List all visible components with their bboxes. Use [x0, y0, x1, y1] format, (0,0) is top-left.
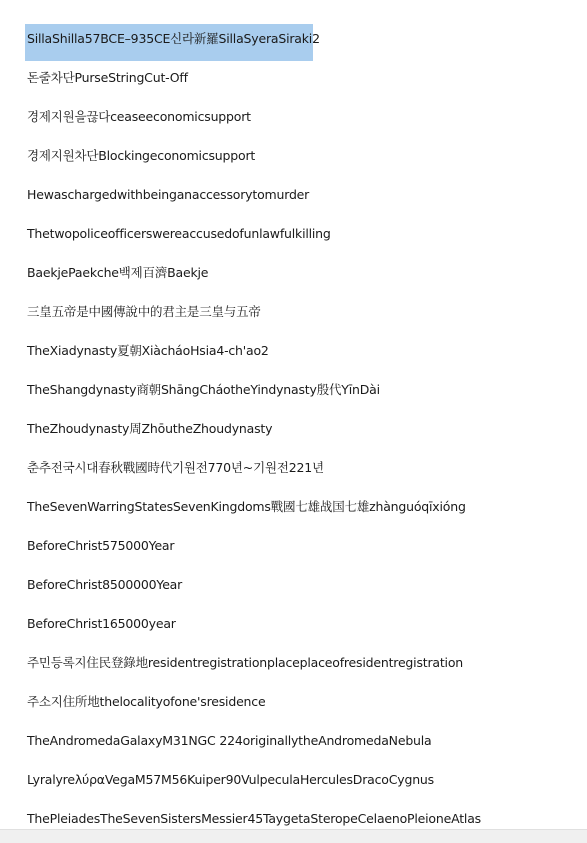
text-line-selected[interactable]	[0, 24, 587, 63]
text-line-content[interactable]: TheSevenWarringStatesSevenKingdoms戰國七雄战国七雄zhànguóqīxióng	[27, 499, 466, 514]
text-line-content[interactable]: 주민등록지住民登錄地residentregistrationplaceplaceofresidentregistration	[27, 655, 464, 670]
text-line[interactable]	[0, 648, 587, 687]
text-line-content[interactable]: SillaShilla57BCE–935CE신라新羅SillaSyeraSiraki2	[27, 24, 313, 61]
text-line-content[interactable]: ThePleiadesTheSevenSistersMessier45TaygetaSteropeCelaenoPleioneAtlas	[27, 811, 481, 826]
text-line[interactable]	[0, 726, 587, 765]
text-line-content[interactable]: BeforeChrist575000Year	[27, 538, 175, 553]
text-line[interactable]	[0, 375, 587, 414]
text-line-content[interactable]: 돈줄차단PurseStringCut-Off	[27, 70, 188, 85]
text-line-content[interactable]: BeforeChrist165000year	[27, 616, 176, 631]
text-line[interactable]	[0, 531, 587, 570]
text-line-content[interactable]: Hewaschargedwithbeinganaccessorytomurder	[27, 187, 310, 202]
text-line[interactable]	[0, 609, 587, 648]
text-line[interactable]	[0, 297, 587, 336]
text-line-content[interactable]: TheAndromedaGalaxyM31NGC 224originallytheAndromedaNebula	[27, 733, 432, 748]
text-line[interactable]	[0, 765, 587, 804]
text-line[interactable]	[0, 258, 587, 297]
text-line[interactable]	[0, 102, 587, 141]
text-line-content[interactable]: TheZhoudynasty周ZhōutheZhoudynasty	[27, 421, 273, 436]
text-line-content[interactable]: 춘추전국시대春秋戰國時代기원전770년~기원전221년	[27, 460, 324, 475]
text-line-content[interactable]: TheShangdynasty商朝ShāngCháotheYindynasty殷代YīnDài	[27, 382, 380, 397]
text-line-content[interactable]: BaekjePaekche백제百濟Baekje	[27, 265, 209, 280]
text-line-content[interactable]: TheXiadynasty夏朝XiàcháoHsia4-ch'ao2	[27, 343, 269, 358]
text-line[interactable]	[0, 492, 587, 531]
text-line-content[interactable]: 경제지원차단Blockingeconomicsupport	[27, 148, 256, 163]
text-line-content[interactable]: 주소지住所地thelocalityofone'sresidence	[27, 694, 266, 709]
text-line[interactable]	[0, 219, 587, 258]
text-line[interactable]	[0, 414, 587, 453]
text-line[interactable]	[0, 336, 587, 375]
text-line[interactable]	[0, 141, 587, 180]
text-line-content[interactable]: LyralyreλύραVegaM57M56Kuiper90VulpeculaHerculesDracoCygnus	[27, 772, 434, 787]
text-lines-list	[0, 24, 587, 843]
horizontal-scrollbar[interactable]	[0, 829, 587, 843]
text-line[interactable]	[0, 687, 587, 726]
text-line[interactable]	[0, 63, 587, 102]
text-line-content[interactable]: 三皇五帝是中國傳說中的君主是三皇与五帝	[27, 304, 261, 319]
text-line-content[interactable]: Thetwopoliceofficerswereaccusedofunlawfulkilling	[27, 226, 331, 241]
text-line[interactable]	[0, 180, 587, 219]
text-line[interactable]	[0, 570, 587, 609]
text-line[interactable]	[0, 453, 587, 492]
text-line-content[interactable]: 경제지원을끊다ceaseeconomicsupport	[27, 109, 251, 124]
text-line-content[interactable]: BeforeChrist8500000Year	[27, 577, 183, 592]
